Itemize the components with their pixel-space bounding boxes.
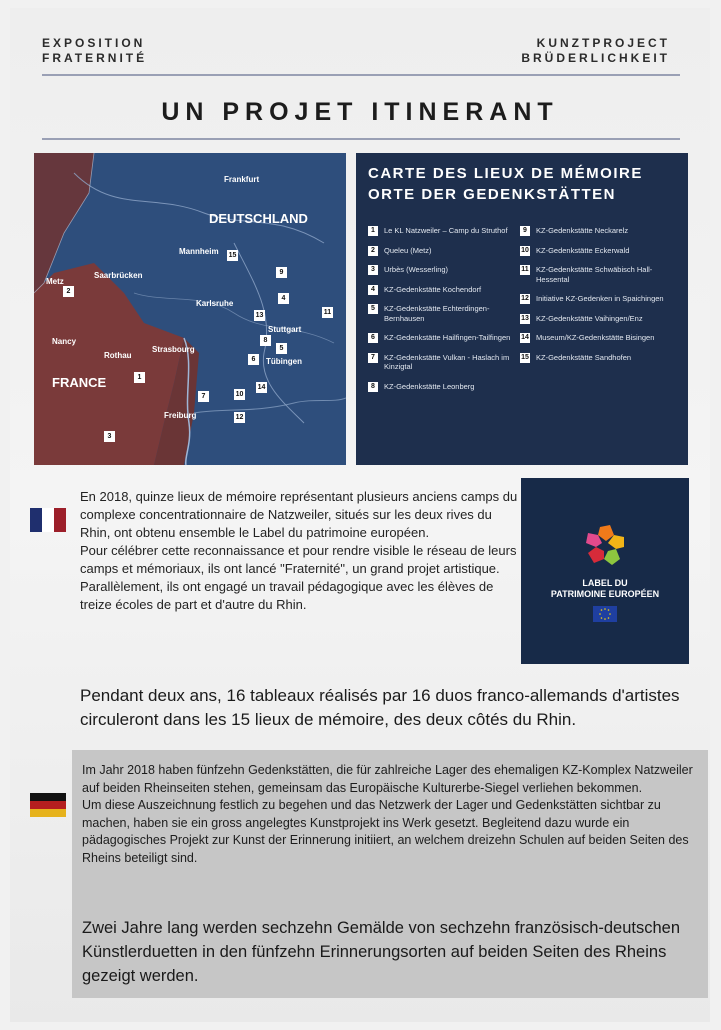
legend-item-number: 11 [521,266,529,273]
map-marker-11: 11 [323,309,332,316]
legend-item-number: 6 [368,333,378,343]
legend-item-number: 10 [521,246,529,254]
legend-item-text: KZ-Gedenkstätte Hailfingen-Tailfingen [384,333,511,342]
french-paragraph-2: Pour célébrer cette reconnaissance et pour rendre visible le réseau de leurs camps et mémoriaux, ils ont lancé "Fraternité", un grand projet artistique. Parallèlement, ils ont engagé un travail pédagogique avec les élèves de treize écoles de part et d'autre du Rhin. [80,543,517,612]
legend-item-text: KZ-Gedenkstätte Leonberg [384,381,475,391]
map-marker-2: 2 [63,286,74,297]
legend-column-left [368,226,513,391]
header-right [521,36,670,66]
legend-item-text: Initiative KZ-Gedenken in Spaichingen [536,294,664,303]
french-highlight: Pendant deux ans, 16 tableaux réalisés par 16 duos franco-allemands d'artistes circuleront dans les 15 lieux de mémoire, des deux côtés du Rhin. [80,686,680,729]
header-divider [42,74,680,76]
map-marker-1: 1 [134,372,145,383]
french-flag-icon [30,508,66,532]
legend-item-text: KZ-Gedenkstätte Vulkan - Haslach im Kinzigtal [384,352,510,371]
legend-item [520,226,665,236]
map-city-nancy: Nancy [52,337,77,346]
legend-item [520,353,665,363]
map-city-freiburg: Freiburg [164,411,197,420]
french-text [80,488,520,614]
legend-item-number: 12 [521,295,529,302]
legend-item-text: Queleu (Metz) [384,245,432,255]
legend-item [520,314,665,324]
map-label-germany: DEUTSCHLAND [209,211,308,226]
map-marker-7: 7 [198,391,209,402]
german-paragraph-2: Um diese Auszeichnung festlich zu begehen und das Netzwerk der Lager und Gedenkstätten sichtbar zu machen, haben sie ein gross angelegtes Kunstprojekt ins Werk gesetzt. Begleitend dazu wurde ein pädagogisches Projekt zur Kunst der Erinnerung initiiert, an welchem dreizehn Schulen auf beiden Seiten des Rheins beteiligt sind. [82,798,689,865]
legend-item [368,246,513,256]
eu-flag-icon [593,606,617,622]
legend-item [368,353,513,372]
legend-item [520,265,665,284]
legend-item-text: KZ-Gedenkstätte Sandhofen [536,352,632,362]
header-right-line1: KUNZTPROJECT [536,36,670,50]
map-label-france: FRANCE [52,375,107,390]
legend-item-number: 14 [521,334,529,341]
map-city-strasbourg: Strasbourg [152,345,195,354]
map-marker-3: 3 [104,431,115,442]
map-city-saarbruecken: Saarbrücken [94,271,143,280]
legend-item-text: KZ-Gedenkstätte Vaihingen/Enz [536,313,643,323]
map-marker-13: 13 [255,312,264,319]
page-title: UN PROJET ITINERANT [161,98,559,126]
legend-item-number: 5 [368,304,378,314]
european-heritage-label [521,478,689,664]
map-city-stuttgart: Stuttgart [268,325,302,334]
legend-item-number: 3 [368,265,378,275]
legend-item [368,304,513,323]
legend-item-text: Museum/KZ-Gedenkstätte Bisingen [536,333,655,342]
legend-item-number: 9 [520,226,530,236]
map-marker-10: 10 [235,391,244,398]
legend-item-number: 15 [521,353,529,361]
legend-item [368,226,513,236]
legend-item-number: 1 [368,226,378,236]
heritage-label-text [521,578,689,600]
header-left-line1: EXPOSITION [42,36,146,50]
heritage-label-line2: PATRIMOINE EUROPÉEN [550,589,660,599]
legend-item [368,285,513,295]
legend-item-text: KZ-Gedenkstätte Kochendorf [384,284,482,294]
map-city-karlsruhe: Karlsruhe [196,299,234,308]
map-city-metz: Metz [46,277,64,286]
german-paragraph-1: Im Jahr 2018 haben fünfzehn Gedenkstätten, die für zahlreiche Lager des ehemaligen KZ-Komplex Natzweiler auf beiden Rheinseiten stehen, gemeinsam das Europäische Kulturerbe-Siegel verliehen bekommen. [82,763,693,795]
legend-item-number: 4 [368,285,378,295]
german-flag-icon [30,793,66,817]
legend-item-number: 13 [521,314,529,322]
map-city-frankfurt: Frankfurt [224,175,260,184]
header-left-line2: FRATERNITÉ [42,51,148,65]
map-city-rothau: Rothau [104,351,132,360]
legend-item-text: Le KL Natzweiler – Camp du Struthof [384,226,508,235]
legend-item-number: 7 [368,353,378,363]
heritage-label-line1: LABEL DU [582,578,628,588]
heritage-label-logo-icon [584,523,628,567]
legend-item-text: KZ-Gedenkstätte Neckarelz [536,226,629,235]
legend-title [368,163,643,205]
legend-item [368,265,513,275]
map-marker-8: 8 [260,335,271,346]
map-marker-6: 6 [248,354,259,365]
german-highlight: Zwei Jahre lang werden sechzehn Gemälde von sechzehn französisch-deutschen Künstlerduetten in den fünfzehn Erinnerungsorten auf beiden Seiten des Rheins gezeigt werden. [82,919,681,985]
legend-title-fr: CARTE DES LIEUX DE MÉMOIRE [368,165,643,182]
legend-column-right [520,226,665,362]
legend-item [368,333,513,343]
legend-item-text: KZ-Gedenkstätte Schwäbisch Hall-Hessental [536,265,653,284]
german-text [82,762,698,867]
legend-title-de: ORTE DER GEDENKSTÄTTEN [368,186,617,203]
legend-item-text: KZ-Gedenkstätte Echterdingen-Bernhausen [384,304,490,323]
map-marker-15: 15 [228,252,237,259]
memorial-sites-legend [356,153,688,465]
header-left [42,36,147,66]
memorial-sites-map [34,153,346,465]
title-divider [42,138,680,140]
legend-item [520,294,665,304]
map-city-tuebingen: Tübingen [266,357,302,366]
exhibition-poster [10,8,710,1022]
map-city-mannheim: Mannheim [179,247,219,256]
french-paragraph-1: En 2018, quinze lieux de mémoire représentant plusieurs anciens camps du complexe concentrationnaire de Natzweiler, situés sur les deux rives du Rhin, ont obtenu ensemble le Label du patrimoine européen. [80,489,518,540]
map-marker-5: 5 [276,343,287,354]
legend-item-text: Urbès (Wesserling) [384,265,449,274]
map-marker-14: 14 [257,384,266,391]
legend-item-text: KZ-Gedenkstätte Eckerwald [536,245,630,255]
header-right-line2: BRÜDERLICHKEIT [521,51,670,65]
legend-item-number: 8 [368,382,378,392]
map-marker-12: 12 [235,414,244,421]
map-marker-9: 9 [276,267,287,278]
legend-item [368,382,513,392]
legend-item [520,333,665,343]
legend-item [520,246,665,256]
map-marker-4: 4 [278,293,289,304]
legend-item-number: 2 [368,246,378,256]
